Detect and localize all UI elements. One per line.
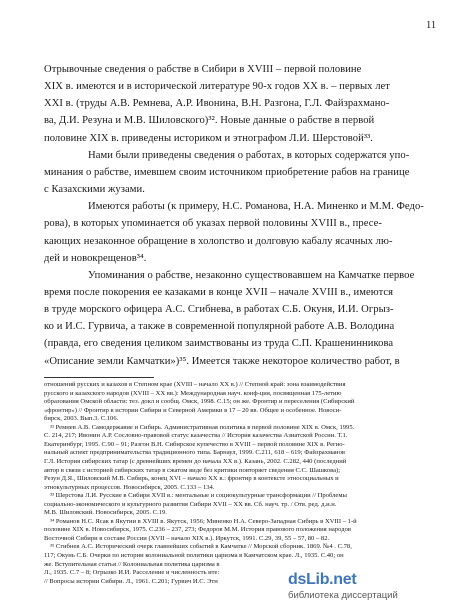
body-line: минания о рабстве, имевшем своим источником приобретение рабов на границе — [44, 166, 410, 178]
watermark-caption: библиотека диссертаций — [288, 590, 398, 601]
footnote-line: ³⁴ Романов Н.С. Ясак в Якутии в XVIII в. Якутск, 1956; Миненко Н.А. Северо-Западная Сибирь в XVIII – 1-й — [50, 517, 357, 525]
body-line: Нами были приведены сведения о работах, в которых содержатся упо- — [88, 149, 410, 161]
body-line: рова), в которых упоминается об указах первой половины XVIII в., пресе- — [44, 218, 382, 230]
body-line: «Описание земли Камчатки»)³⁵. Имеется также некоторое количество работ, в — [44, 355, 400, 367]
footnote-line: социально-экономического и культурного развития Сибири XVII – XX вв. Сб. науч. тр. / Отв. ред. д.и.н. — [44, 500, 337, 508]
body-line: половине XIX в. приведены историком и этнографом Л.И. Шерстовой³³. — [44, 132, 373, 144]
body-line: время после покорения ее казаками в конце XVII – начале XVIII в., имеются — [44, 286, 394, 298]
footnote-line: С. 214, 217; Ивонин А.Р. Сословно-правовой статус казачества // История казачества Азиатской России. Т.1. — [44, 432, 348, 440]
footnote-line: отношений русских и казахов в Степном крае (XVIII – начало XX в.) // Степной край: зона взаимодействия — [44, 381, 346, 388]
body-line: кающих незаконное обращение в холопство и долговую кабалу ясачных лю- — [44, 235, 393, 247]
body-line: (правда, его сведения целиком заимствованы из труда С.П. Крашенинникова — [44, 338, 394, 350]
body-line: XXI в. (труды А.В. Ремнева, А.Р. Ивонина, В.Н. Разгона, Г.Л. Файзрахмано- — [44, 98, 390, 110]
body-line: XIX в. имеются и в исторической литературе 90-х годов XX в. – первых лет — [44, 81, 390, 93]
page-number: 11 — [426, 20, 437, 31]
watermark[interactable] — [288, 569, 448, 605]
footnote-line: Екатеринбург, 1995. С.90 – 91; Разгон В.Н. Сибирское купечество в XVIII – первой половине XIX в. Регио- — [44, 440, 345, 448]
body-line: Упоминания о рабстве, незаконно существовавшем на Камчатке первое — [88, 269, 415, 281]
footnote-line: же. Вступительная статья // Колониальная политика царизма в — [44, 560, 220, 568]
footnote-line: ³² Ремнев А.В. Самодержавие и Сибирь. Административная политика в первой половине XIX в. Омск, 1995. — [50, 423, 355, 431]
body-line: дей и новокрещенов³⁴. — [44, 252, 147, 264]
footnote-line: М.В. Шиловский. Новосибирск, 2005. С.19. — [44, 509, 167, 517]
footnote-line: бирск, 2003. Вып.3. С.106. — [44, 415, 119, 423]
footnote-line: ³⁵ Сгибнев А.С. Исторический очерк главнейших событий в Камчатке // Морской сборник. 1869. №4 . С.78, — [50, 543, 352, 551]
footnote-line: автор в связи с историей сибирских татар в сжатом виде без критики повторяет сведения С.С. Шашкова); — [44, 466, 341, 474]
footnote-line: нальный аспект предпринимательства традиционного типа. Барнаул, 1999. С.211, 618 – 619; Файзрахманов — [44, 449, 345, 457]
footnote-line: 117; Окунь С.Б. Очерки по истории колониальной политики царизма в Камчатском крае. Л., 1935. С.40; он — [44, 552, 344, 559]
watermark-logo: dsLib.net — [288, 571, 357, 588]
body-line: ва, Д.И. Резуна и М.В. Шиловского)³². Новые данные о рабстве в первой — [44, 115, 375, 127]
footnote-line: русского и казахского народов (XVIII – XX вв.): Международная науч. конф-ция, посвященная 175-летию — [44, 389, 342, 397]
body-line: в труде морского офицера А.С. Сгибнева, в работах С.Б. Окуня, И.И. Огрыз- — [44, 304, 394, 316]
body-line: ко и И.С. Гурвича, а также в современной популярной работе А.В. Володина — [44, 321, 395, 333]
footnote-line: образования Омской области: тез. докл и сообщ. Омск, 1998. С.15; он же. Фронтир и переселения (Сибирский — [44, 398, 355, 406]
footnote-line: Восточной Сибири в составе России (XVII – начало XIX в.). Иркутск, 1991. С.29, 39, 55 – 57, 80 – 82. — [44, 534, 330, 542]
footnote-line: ³³ Шерстова Л.И. Русские в Сибири XVII в.: ментальные и социокультурные трансформации // Проблемы — [50, 492, 347, 500]
body-line: Имеются работы (к примеру, Н.С. Романова, Н.А. Миненко и М.М. Федо- — [88, 201, 424, 213]
body-line: Отрывочные сведения о рабстве в Сибири в XVIII – первой половине — [44, 64, 362, 75]
footnote-line: Л., 1935. С.7 – 8; Огрызко И.И. Расселение и численность ите: — [44, 569, 220, 577]
body-line: с Казахскими жузами. — [44, 184, 145, 196]
footnote-line: // Вопросы истории Сибири. Л., 1961. С.201; Гурвич И.С. Этн — [44, 577, 218, 585]
footnote-line: «фронтир») // Фронтир в истории Сибири и Северной Америки в 17 – 20 вв. Общее и особенное. Новоси- — [44, 406, 342, 414]
footnote-line: Резун Д.Я., Шиловский М.В. Сибирь, конец XVI – начало XX в.: фронтир в контексте этносоциальных и — [44, 475, 339, 483]
footnote-divider — [44, 377, 154, 378]
footnote-line: Г.Л. История сибирских татар (с древнейших времен до начала XX в.). Казань, 2002. С.282, 440 (последний — [44, 457, 347, 465]
footnote-line: этнокультурных процессов. Новосибирск, 2005. С.133 – 134. — [44, 483, 215, 491]
footnote-line: половине XIX в. Новосибирск, 1975. С.236 – 237, 273; Федоров М.М. История правового положения народов — [44, 526, 351, 534]
